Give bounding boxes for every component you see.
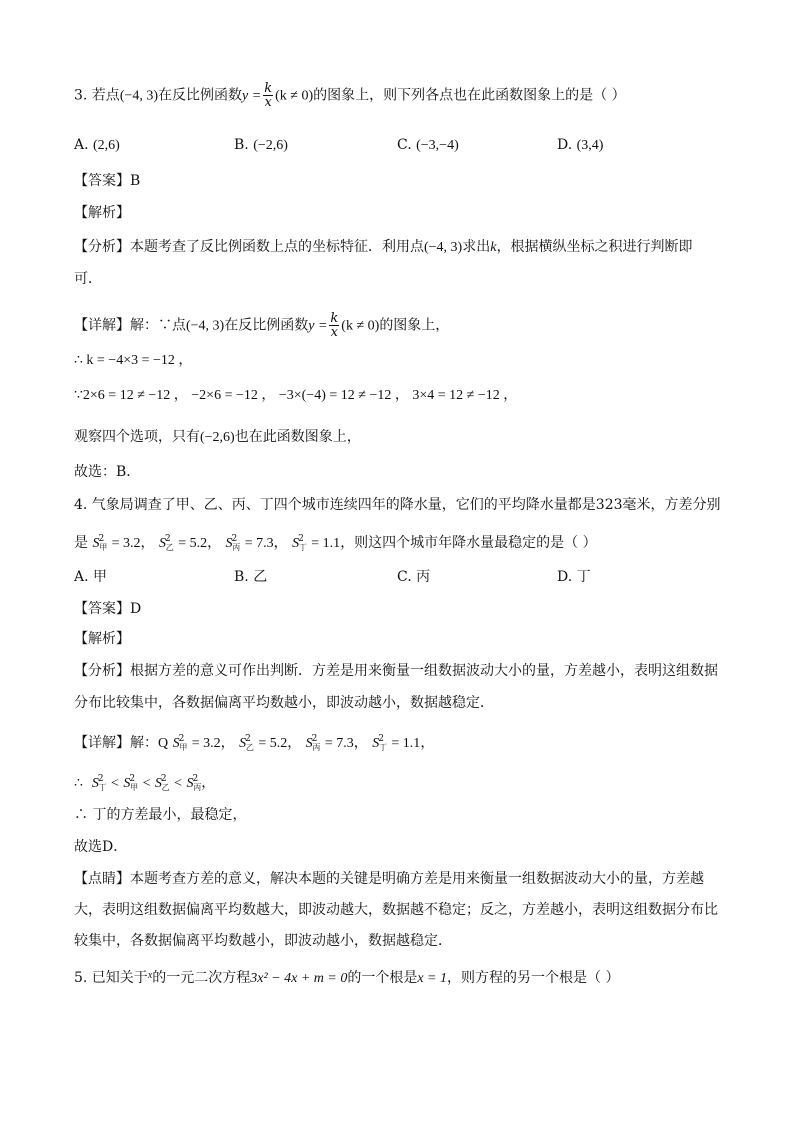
dj-text: 本题考查方差的意义，解决本题的关键是明确方差是用来衡量一组数据波动大小的量，方差越 xyxy=(130,871,704,887)
q4-dianjing-line2: 大，表明这组数据偏离平均数越大，即波动越大，数据越不稳定；反之，方差越小，表明这组数据分布比 xyxy=(74,902,718,918)
sep: ， xyxy=(220,735,235,751)
q3-option-d xyxy=(557,136,603,155)
q4-xiangjie-line2: ∴ $S^2_丁 < S^2_甲 < S^2_乙 < S^2_丙$， xyxy=(74,774,216,792)
q3-xiangjie-line2: ∴ k = −4×3 = −12 ， xyxy=(74,353,193,368)
xj-var-ding: $S^2_丁 = 1.1$ xyxy=(372,734,421,752)
xj-point: (−4, 3) xyxy=(186,318,225,334)
less-than: < xyxy=(111,776,119,791)
var-sub: 丙 xyxy=(232,543,241,552)
q3-point: (−4, 3) xyxy=(119,88,159,104)
q4-option-b xyxy=(234,568,267,586)
fenxi-text-3: ，根据横纵坐标之积进行判断即 xyxy=(496,239,693,255)
var-sub: 甲 xyxy=(130,783,139,792)
option-letter: B. xyxy=(234,569,249,585)
fenxi-label: 【分析】 xyxy=(74,239,130,255)
xiangjie-label: 【详解】 xyxy=(74,317,130,334)
fenxi-point: (−4, 3) xyxy=(424,240,463,255)
fenxi-label: 【分析】 xyxy=(74,663,130,679)
var-sub: 丁 xyxy=(98,783,107,792)
var-sub: 乙 xyxy=(245,743,254,752)
less-than: < xyxy=(174,776,183,791)
var-jia: $S^2_甲 = 3.2$ xyxy=(92,534,141,552)
q4-stem-line1: 4. 气象局调查了甲、乙、丙、丁四个城市连续四年的降水量，它们的平均降水量都是323毫米，方差分别 xyxy=(74,497,721,513)
q3-option-b xyxy=(234,136,288,155)
sep: ， xyxy=(420,735,435,751)
q4-option-a xyxy=(74,568,107,586)
q3-condition: (k ≠ 0) xyxy=(275,88,314,104)
option-letter: A. xyxy=(74,569,89,585)
xj-frac-den: x xyxy=(330,325,339,340)
xj-point: (−2,6) xyxy=(200,430,235,445)
q4-xiangjie-line3: ∴ 丁的方差最小，最稳定， xyxy=(74,807,247,823)
sep: ， xyxy=(140,535,155,551)
xj-text: 解：Q xyxy=(130,736,169,751)
xj-fn-lhs: y = xyxy=(308,318,328,334)
sep: ， xyxy=(207,535,222,551)
q5-stem xyxy=(74,967,619,988)
q3-xiangjie-line4 xyxy=(74,428,361,447)
xiangjie-label: 【详解】 xyxy=(74,735,130,751)
q4-fenxi-line1 xyxy=(74,662,718,680)
var-s: S xyxy=(123,776,131,791)
var-sub: 丁 xyxy=(298,543,307,552)
q4-fenxi-line2: 分布比较集中，各数据偏离平均数越小，即波动越小，数据越稳定． xyxy=(74,695,494,711)
var-sub: 丁 xyxy=(378,743,387,752)
var-s: S xyxy=(305,736,313,751)
var-s: S xyxy=(186,776,194,791)
q5-stem-text: 5. 已知关于 xyxy=(74,970,148,986)
option-value: (2,6) xyxy=(93,138,120,153)
xj-text-3: 的图象上， xyxy=(379,317,450,334)
var-yi: $S^2_乙 = 5.2$ xyxy=(159,534,208,552)
q4-xiangjie-line4: 故选D． xyxy=(74,839,128,855)
q4-answer xyxy=(74,600,141,618)
q5-stem-text-3: 的一个根是 xyxy=(347,970,418,986)
var-s: S xyxy=(92,536,100,551)
var-value: = 3.2 xyxy=(111,536,141,551)
xj-text: 观察四个选项，只有 xyxy=(74,429,200,445)
var-sub: 丙 xyxy=(312,743,321,752)
var-bing: $S^2_丙 = 7.3$ xyxy=(225,534,274,552)
option-letter: C. xyxy=(397,137,412,153)
answer-value: D xyxy=(130,601,142,617)
answer-label: 【答案】 xyxy=(74,601,130,617)
q3-stem-text-2: 在反比例函数 xyxy=(158,87,243,104)
q3-xiangjie-line3: ∵2×6 = 12 ≠ −12 ， −2×6 = −12 ， −3×(−4) = 12 ≠ −12 ， 3×4 = 12 ≠ −12 ， xyxy=(74,388,518,403)
q4-option-c xyxy=(397,568,430,586)
option-value: 丁 xyxy=(576,569,591,585)
q3-fenxi-line2: 可． xyxy=(74,271,102,287)
fenxi-text: 根据方差的意义可作出判断．方差是用来衡量一组数据波动大小的量，方差越小，表明这组数据 xyxy=(130,663,718,679)
q4-stem-text-2: ，则这四个城市年降水量最稳定的是（ ） xyxy=(340,535,597,551)
sep: ， xyxy=(273,535,288,551)
var-s: S xyxy=(172,736,180,751)
var-sub: 甲 xyxy=(179,743,188,752)
xj-text: 解：∵点 xyxy=(130,317,186,334)
var-s: S xyxy=(225,536,233,551)
var-sub: 乙 xyxy=(165,543,174,552)
var-value: = 1.1 xyxy=(311,536,341,551)
option-letter: A. xyxy=(74,137,89,153)
option-value: (−3,−4) xyxy=(416,138,459,153)
xj-text-2: 在反比例函数 xyxy=(224,317,309,334)
var-value: = 7.3 xyxy=(324,736,354,751)
q3-fraction xyxy=(263,82,273,109)
q3-stem-text-3: 的图象上，则下列各点也在此函数图象上的是（ ） xyxy=(313,87,626,104)
q4-dianjing-line3: 较集中，各数据偏离平均数越小，即波动越小，数据越稳定． xyxy=(74,933,452,949)
var-s: S xyxy=(292,536,300,551)
fenxi-text-2: 求出 xyxy=(462,239,491,255)
q5-root: x = 1 xyxy=(417,971,448,986)
q3-frac-num: k xyxy=(264,81,273,96)
xj-var-yi: $S^2_乙 = 5.2$ xyxy=(239,734,288,752)
less-than: < xyxy=(142,776,151,791)
xj-frac-num: k xyxy=(330,311,339,326)
q3-stem-text: 3. 若点 xyxy=(74,87,120,104)
var-s: S xyxy=(372,736,380,751)
var-s: S xyxy=(154,776,162,791)
q4-stem-text: 是 xyxy=(74,535,88,551)
q4-analysis-label: 【解析】 xyxy=(74,631,130,647)
var-value: = 1.1 xyxy=(391,736,421,751)
fenxi-k: k xyxy=(490,240,497,255)
var-sub: 乙 xyxy=(161,783,170,792)
var-value: = 3.2 xyxy=(191,736,221,751)
var-value: = 7.3 xyxy=(244,536,274,551)
q4-option-d xyxy=(557,568,591,586)
option-value: 甲 xyxy=(93,569,108,585)
var-sub: 丙 xyxy=(193,783,202,792)
q3-analysis-label: 【解析】 xyxy=(74,205,130,221)
q3-fn-lhs: y = xyxy=(242,88,262,104)
q3-answer xyxy=(74,172,140,190)
sep: ， xyxy=(287,735,302,751)
q3-xiangjie-line1 xyxy=(74,312,449,339)
q3-xiangjie-line5: 故选：B． xyxy=(74,464,141,480)
answer-value: B xyxy=(130,173,141,189)
q5-stem-text-2: 的一元二次方程 xyxy=(152,970,251,986)
option-letter: D. xyxy=(557,569,573,585)
option-letter: C. xyxy=(397,569,412,585)
q4-stem-line2 xyxy=(74,530,597,557)
option-value: 丙 xyxy=(416,569,431,585)
option-letter: D. xyxy=(557,137,573,153)
q5-equation: 3x² − 4x + m = 0 xyxy=(250,971,348,986)
q5-x: x xyxy=(147,970,153,981)
q3-option-a xyxy=(74,136,120,155)
q3-frac-den: x xyxy=(264,95,272,110)
var-s: S xyxy=(91,776,99,791)
xj-var-bing: $S^2_丙 = 7.3$ xyxy=(305,734,354,752)
q3-fenxi-line1 xyxy=(74,238,692,257)
option-value: (−2,6) xyxy=(253,138,288,153)
therefore: ∴ xyxy=(74,775,83,791)
q5-stem-text-4: ，则方程的另一个根是（ ） xyxy=(447,970,620,986)
xj-var-jia: $S^2_甲 = 3.2$ xyxy=(172,734,221,752)
q4-xiangjie-line1 xyxy=(74,730,434,757)
answer-label: 【答案】 xyxy=(74,173,130,189)
sep: ， xyxy=(353,735,368,751)
option-value: 乙 xyxy=(253,569,268,585)
xj-fraction xyxy=(329,312,339,339)
var-ding: $S^2_丁 = 1.1$ xyxy=(292,534,341,552)
xj-text-2: 也在此函数图象上， xyxy=(234,429,361,445)
var-s: S xyxy=(159,536,166,551)
var-value: = 5.2 xyxy=(258,736,288,751)
var-value: = 5.2 xyxy=(178,536,208,551)
sep: ， xyxy=(201,775,216,791)
xj-condition: (k ≠ 0) xyxy=(341,318,380,334)
option-letter: B. xyxy=(234,137,249,153)
q4-dianjing-line1 xyxy=(74,870,704,888)
var-s: S xyxy=(239,736,247,751)
q3-option-c xyxy=(397,136,459,155)
q3-stem xyxy=(74,82,626,109)
dianjing-label: 【点睛】 xyxy=(74,871,130,887)
fenxi-text: 本题考查了反比例函数上点的坐标特征．利用点 xyxy=(130,239,424,255)
option-value: (3,4) xyxy=(576,138,604,153)
var-sub: 甲 xyxy=(99,543,108,552)
